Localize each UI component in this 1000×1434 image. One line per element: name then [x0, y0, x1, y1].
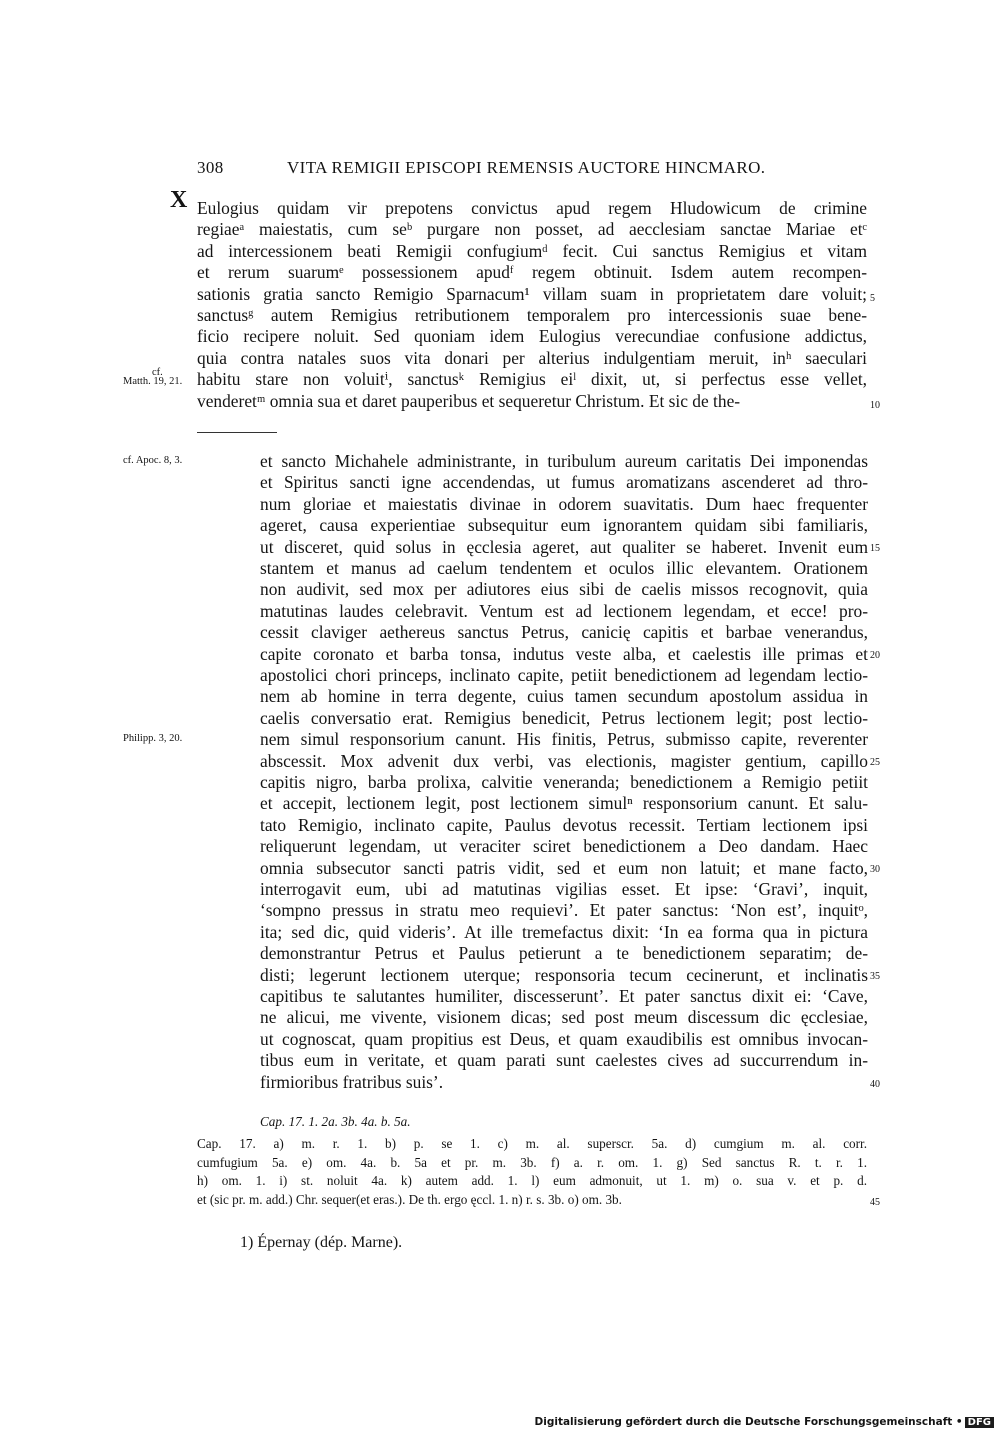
text-line: tato Remigio, inclinato capite, Paulus devotus recessit. Tertiam lectionem ipsi — [260, 814, 868, 835]
text-line: et sancto Michahele administrante, in turibulum aureum caritatis Dei imponendas — [260, 451, 868, 471]
text-line: omnia subsecutor sancti patris vidit, sed et eum non latuit; et mane facto, — [260, 857, 868, 878]
text-line: stantem et manus ad caelum tendentem et oculos illic elevantem. Orationem — [260, 558, 868, 578]
margin-cf: cf. — [152, 367, 163, 378]
text-line: ficio recipere noluit. Sed quoniam idem Eulogius verecundiae confusione addictus, — [197, 326, 867, 347]
margin-ref-matthew: Matth. 19, 21. — [123, 376, 183, 387]
text-line: tibus eum in veritate, et quam parati sunt caelestes cives ad succurrendum in- — [260, 1050, 868, 1071]
text-line: disti; legerunt lectionem uterque; responsoria tecum cecinerunt, et inclinatis — [260, 964, 868, 985]
text-line: matutinas laudes celebravit. Ventum est ad lectionem legendam, et ecce! pro- — [260, 600, 868, 621]
apparatus-sources: Cap. 17. 1. 2a. 3b. 4a. b. 5a. — [260, 1114, 411, 1129]
text-line: demonstrantur Petrus et Paulus petierunt a te benedictionem separatim; de- — [260, 943, 868, 964]
apparatus-line: cumfugium 5a. e) om. 4a. b. 5a et pr. m. 3b. f) a. r. om. 1. g) Sed sanctus R. t. r. 1. — [197, 1154, 867, 1170]
text-line: sationis gratia sancto Remigio Sparnacum¹ villam suam in proprietatem dare voluit; — [197, 283, 867, 304]
text-line: sanctusᵍ autem Remigius retributionem temporalem pro intercessionis suae bene- — [197, 305, 867, 325]
text-line: nem ab homine in terra degente, cuius tamen secundum apostolum assidua in — [260, 686, 868, 707]
text-line: cessit claviger aethereus sanctus Petrus, canicię capitis et barbae venerandus, — [260, 622, 868, 643]
line-number: 15 — [870, 543, 880, 554]
text-line: firmioribus fratribus suis’. — [260, 1071, 444, 1092]
text-line: quia contra natales suos vita donari per alterius indulgentiam meruit, inʰ saeculari — [197, 347, 867, 368]
credit-text: Digitalisierung gefördert durch die Deutsche Forschungsgemeinschaft • — [534, 1416, 963, 1428]
text-line: ut disceret, quid solus in ęcclesia ageret, aut qualiter se haberet. Invenit eum — [260, 536, 868, 557]
text-line: ageret, causa experientiae subsequitur eum ignorantem quidam sibi familiaris, — [260, 515, 868, 536]
apparatus-line: h) om. 1. i) st. noluit 4a. k) autem add. 1. l) eum admonuit, ut 1. m) o. sua v. et p. d. — [197, 1173, 867, 1189]
text-line: abscessit. Mox advenit dux verbi, vas electionis, magister gentium, capillo — [260, 750, 868, 771]
text-line: capitis nigro, barba prolixa, calvitie veneranda; benedictionem a Remigio petiit — [260, 772, 868, 792]
text-line: reliquerunt legendam, ut veraciter sciret benedictionem a Deo dandam. Haec — [260, 836, 868, 857]
line-number: 25 — [870, 757, 880, 768]
text-line: habitu stare non voluitⁱ, sanctusᵏ Remigius eiˡ dixit, ut, si perfectus esse vellet, — [197, 369, 867, 390]
line-number: 30 — [870, 864, 880, 875]
line-number: 45 — [870, 1197, 880, 1208]
page-number: 308 — [197, 158, 224, 177]
line-number: 40 — [870, 1079, 880, 1090]
text-line: apostolici chori princeps, inclinato capite, petiit benedictionem ad legendam lectio- — [260, 665, 868, 685]
separator-rule — [197, 432, 277, 433]
text-line: num gloriae et maiestatis divinae in odorem suavitatis. Dum haec frequenter — [260, 493, 868, 514]
line-number: 5 — [870, 293, 875, 304]
apparatus-line: et (sic pr. m. add.) Chr. sequer(et eras.). De th. ergo ęccl. 1. n) r. s. 3b. o) om. 3b. — [197, 1191, 622, 1207]
dfg-logo: DFG — [965, 1417, 994, 1428]
text-line: caelis conversatio erat. Remigius benedicit, Petrus lectionem legit; post lectio- — [260, 707, 868, 728]
text-line: non audivit, sed mox per adiutores eius sibi de caelis missos recognovit, quia — [260, 579, 868, 600]
text-line: et Spiritus sancti igne accendendas, ut fumus aromatizans ascenderet ad thro- — [260, 472, 868, 493]
text-line: nem simul responsorium canunt. His finitis, Petrus, submisso capite, reverenter — [260, 729, 868, 750]
text-line: et accepit, lectionem legit, post lectionem simulⁿ responsorium canunt. Et salu- — [260, 793, 868, 814]
margin-ref-apocalypse: cf. Apoc. 8, 3. — [123, 455, 183, 466]
footnote: 1) Épernay (dép. Marne). — [240, 1234, 403, 1251]
apparatus-line: Cap. 17. a) m. r. 1. b) p. se 1. c) m. al. superscr. 5a. d) cumgium m. al. corr. — [197, 1136, 867, 1151]
running-title: VITA REMIGII EPISCOPI REMENSIS AUCTORE HINCMARO. — [287, 158, 766, 177]
text-line: capite coronato et barba tonsa, indutus veste alba, et caelestis ille primas et — [260, 643, 868, 664]
line-number: 10 — [870, 400, 880, 411]
text-line: ita; sed dic, quid videris’. At ille tremefactus dixit: ‘In ea forma qua in pictura — [260, 921, 868, 942]
text-line: ut cognoscat, quam propitius est Deus, et quam exaudibilis est omnibus invocan- — [260, 1028, 868, 1049]
text-line: venderetᵐ omnia sua et daret pauperibus et sequeretur Christum. Et sic de the- — [197, 390, 741, 411]
text-line: capitibus te salutantes humiliter, discesserunt’. Et pater sanctus dixit ei: ‘Cave, — [260, 986, 868, 1006]
margin-ref-philippians: Philipp. 3, 20. — [123, 733, 183, 744]
text-line: ne alicui, me vivente, visionem dicas; sed post meum discessum dic ęcclesiae, — [260, 1007, 868, 1028]
digitization-credit — [535, 1416, 994, 1428]
text-line: et rerum suarumᵉ possessionem apudᶠ regem obtinuit. Isdem autem recompen- — [197, 262, 867, 283]
text-line: regiaeᵃ maiestatis, cum seᵇ purgare non posset, ad aecclesiam sanctae Mariae etᶜ — [197, 219, 867, 240]
text-line: Eulogius quidam vir prepotens convictus apud regem Hludowicum de crimine — [197, 198, 867, 218]
text-line: ad intercessionem beati Remigii confugiumᵈ fecit. Cui sanctus Remigius et vitam — [197, 240, 867, 261]
line-number: 20 — [870, 650, 880, 661]
line-number: 35 — [870, 971, 880, 982]
text-line: interrogavit eum, ubi ad matutinas vigilias esset. Et ipse: ‘Gravi’, inquit, — [260, 879, 868, 899]
text-line: ‘sompno pressus in stratu meo requievi’. Et pater sanctus: ‘Non est’, inquitᵒ, — [260, 900, 868, 921]
section-mark: X — [170, 187, 188, 213]
